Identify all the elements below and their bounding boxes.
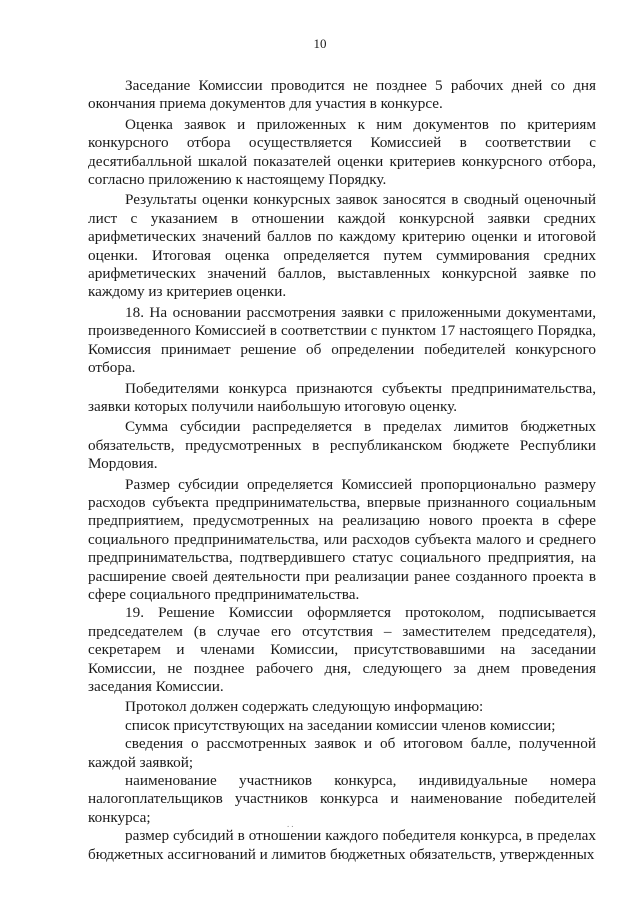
paragraph-item-18: 18. На основании рассмотрения заявки с приложенными документами, произведенного Комиссией в соответствии с пунктом 17 настоящего Порядка, Комиссия принимает решение об определении победителей конкурсного отбора.	[88, 303, 596, 377]
paragraph-subsidy-size: Размер субсидии определяется Комиссией пропорционально размеру расходов субъекта предпринимательства, впервые признанного социальным предприятием, предусмотренных на реализацию нового проекта в сфере социального предпринимательства, или расходов субъекта малого и среднего предпринимательства, подтвердившего статус социального предприятия, на расширение своей деятельности при реализации ранее созданного проекта в сфере социального предпринимательства.	[88, 475, 596, 603]
list-item-subsidy-amount: размер субсидий в отношении каждого победителя конкурса, в пределах бюджетных ассигнований и лимитов бюджетных обязательств, утвержденных	[88, 827, 596, 863]
page-number: 10	[313, 36, 327, 51]
paragraph-subsidy-distribution: Сумма субсидии распределяется в пределах лимитов бюджетных обязательств, предусмотренных в республиканском бюджете Республики Мордовия.	[88, 418, 596, 473]
list-item-participants: наименование участников конкурса, индивидуальные номера налогоплательщиков участников конкурса и наименование победителей конкурса;	[88, 772, 596, 826]
paragraph-protocol-intro: Протокол должен содержать следующую информацию:	[125, 698, 484, 716]
paragraph-winners: Победителями конкурса признаются субъекты предпринимательства, заявки которых получили наибольшую итоговую оценку.	[88, 379, 596, 415]
paragraph-evaluation-results: Результаты оценки конкурсных заявок заносятся в сводный оценочный лист с указанием в отношении каждой конкурсной заявки средних арифметических значений баллов по каждому критерию оценки и итоговой оценки. Итоговая оценка определяется путем суммирования средних арифметических значений баллов, выставленных конкурсной заявке по каждому из критериев оценки.	[88, 191, 596, 301]
document-body	[88, 77, 596, 864]
paragraph-evaluation-criteria: Оценка заявок и приложенных к ним документов по критериям конкурсного отбора осуществляется Комиссией в соответствии с десятибалльной шкалой показателей оценки критериев конкурсного отбора, согласно приложению к настоящему Порядку.	[88, 115, 596, 189]
scan-artifact-mark: ..	[287, 819, 296, 829]
list-item-members-present: список присутствующих на заседании комиссии членов комиссии;	[125, 716, 556, 734]
list-item-reviewed-applications: сведения о рассмотренных заявок и об итоговом балле, полученной каждой заявкой;	[88, 735, 596, 771]
paragraph-meeting-deadline: Заседание Комиссии проводится не позднее 5 рабочих дней со дня окончания приема документов для участия в конкурсе.	[88, 77, 596, 113]
paragraph-item-19: 19. Решение Комиссии оформляется протоколом, подписывается председателем (в случае его отсутствия – заместителем председателя), секретарем и членами Комиссии, присутствовавшими на заседании Комиссии, не позднее рабочего дня, следующего за днем проведения заседания Комиссии.	[88, 604, 596, 695]
